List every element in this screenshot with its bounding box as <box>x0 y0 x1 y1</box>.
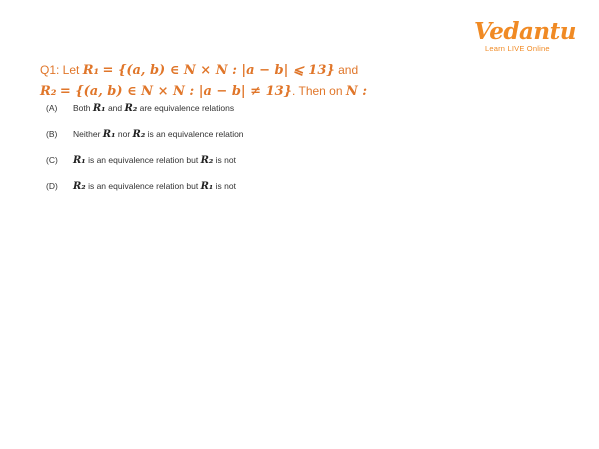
option-c[interactable] <box>46 153 546 179</box>
option-math-2: R₂ <box>124 103 138 114</box>
question-line-1 <box>40 60 570 81</box>
question-prefix: Q1: Let <box>40 63 80 77</box>
option-letter: (A) <box>46 103 58 113</box>
option-pre: Both <box>73 103 91 113</box>
question-stem <box>40 60 570 102</box>
relation-r1-definition: = {(a, b) ∈ N × N : |a − b| ⩽ 13} <box>102 63 335 78</box>
relation-r1: R₁ <box>82 63 100 78</box>
option-mid: is an equivalence relation but <box>88 181 199 191</box>
option-math-1: R₁ <box>92 103 106 114</box>
relation-r2-definition: = {(a, b) ∈ N × N : |a − b| ≠ 13} <box>59 84 293 99</box>
option-text <box>73 179 236 194</box>
option-mid: and <box>107 103 123 113</box>
option-math-2: R₂ <box>200 155 214 166</box>
option-post: is not <box>215 181 236 191</box>
option-a[interactable] <box>46 101 546 127</box>
option-post: is not <box>215 155 236 165</box>
option-mid: nor <box>117 129 131 139</box>
option-pre: Neither <box>73 129 101 139</box>
option-text <box>73 101 234 116</box>
option-letter: (C) <box>46 155 58 165</box>
answer-options <box>46 101 546 205</box>
question-then: . Then on <box>292 84 343 98</box>
logo-wordmark: Vedantu <box>474 18 576 45</box>
option-math-2: R₂ <box>132 129 146 140</box>
question-line-2 <box>40 81 570 102</box>
option-text <box>73 127 244 142</box>
option-mid: is an equivalence relation but <box>88 155 199 165</box>
option-post: is an equivalence relation <box>147 129 244 139</box>
option-math-1: R₁ <box>102 129 116 140</box>
option-b[interactable] <box>46 127 546 153</box>
vedantu-logo <box>474 18 576 54</box>
relation-r2: R₂ <box>40 84 57 99</box>
logo-tagline: Learn LIVE Online <box>485 44 550 53</box>
option-d[interactable] <box>46 179 546 205</box>
option-letter: (B) <box>46 129 58 139</box>
set-n: N : <box>345 84 368 99</box>
question-and: and <box>338 63 359 77</box>
option-math-1: R₂ <box>73 181 86 192</box>
option-math-2: R₁ <box>200 181 214 192</box>
option-math-1: R₁ <box>73 155 86 166</box>
option-letter: (D) <box>46 181 58 191</box>
option-post: are equivalence relations <box>139 103 235 113</box>
option-text <box>73 153 236 168</box>
